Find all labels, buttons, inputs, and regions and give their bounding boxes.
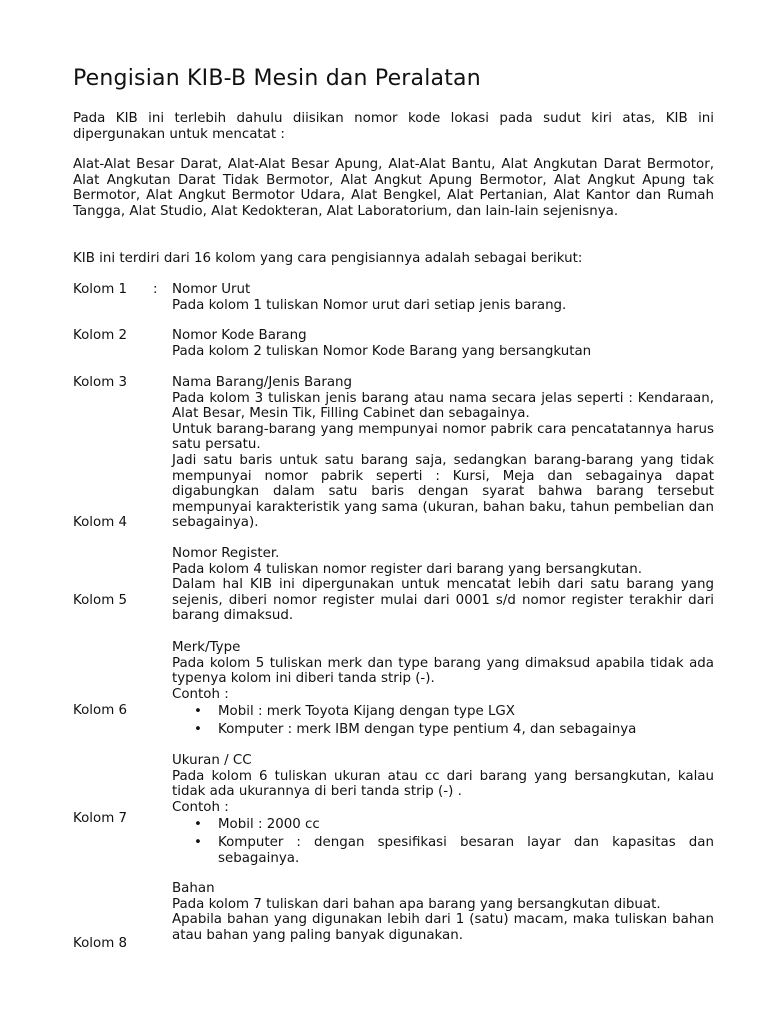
kolom-6-heading: Ukuran / CC [172, 753, 252, 768]
list-item-text: Komputer : dengan spesifikasi besaran layar dan kapasitas dan sebagainya. [218, 834, 714, 866]
bullet-icon: • [194, 834, 202, 850]
kolom-6-example-list [172, 817, 714, 866]
kolom-1-text: Pada kolom 1 tuliskan Nomor urut dari setiap jenis barang. [172, 297, 567, 313]
list-item [172, 817, 714, 833]
kolom-4-entry [172, 546, 714, 624]
list-item [172, 704, 714, 720]
kolom-label-7: Kolom 7 [73, 811, 128, 826]
bullet-icon: • [194, 817, 202, 833]
kolom-3-entry [172, 375, 714, 531]
kolom-6-text: Pada kolom 6 tuliskan ukuran atau cc dari barang yang bersangkutan, kalau tidak ada ukurannya di beri tanda strip (-) . [172, 768, 714, 800]
list-item-text: Komputer : merk IBM dengan type pentium 4, dan sebagainya [218, 721, 637, 737]
kolom-label-1: Kolom 1 [73, 282, 128, 297]
kolom-5-entry [172, 640, 714, 740]
kolom-5-text: Pada kolom 5 tuliskan merk dan type barang yang dimaksud apabila tidak ada typenya kolom ini diberi tanda strip (-). [172, 655, 714, 687]
list-item-text: Mobil : merk Toyota Kijang dengan type LGX [218, 704, 515, 720]
list-item [172, 835, 714, 866]
kolom-6-contoh: Contoh : [172, 799, 229, 815]
kolom-3-text-3: Jadi satu baris untuk satu barang saja, sedangkan barang-barang yang tidak mempunyai nomor pabrik seperti : Kursi, Meja dan sebagainya dapat digabungkan dalam satu baris dengan syarat bahwa barang tersebut mempunyai karakteristik yang sama (ukuran, bahan baku, tahun pembelian dan sebagainya). [172, 452, 714, 531]
list-item-text: Mobil : 2000 cc [218, 817, 320, 833]
kolom-3-heading: Nama Barang/Jenis Barang [172, 375, 353, 390]
list-item [172, 722, 714, 738]
kolom-5-example-list [172, 704, 714, 737]
bullet-icon: • [194, 721, 202, 737]
kolom-label-5: Kolom 5 [73, 593, 128, 608]
kolom-label-3: Kolom 3 [73, 375, 128, 390]
kolom-2-text: Pada kolom 2 tuliskan Nomor Kode Barang yang bersangkutan [172, 343, 592, 359]
kolom-3-text-2: Untuk barang-barang yang mempunyai nomor pabrik cara pencatatannya harus satu persatu. [172, 421, 714, 453]
kolom-4-text-1: Pada kolom 4 tuliskan nomor register dari barang yang bersangkutan. [172, 561, 642, 577]
kolom-label-8: Kolom 8 [73, 936, 128, 951]
kolom-7-text-2: Apabila bahan yang digunakan lebih dari 1 (satu) macam, maka tuliskan bahan atau bahan yang paling banyak digunakan. [172, 912, 714, 943]
intro-paragraph-2: Alat-Alat Besar Darat, Alat-Alat Besar Apung, Alat-Alat Bantu, Alat Angkutan Darat Bermotor, Alat Angkutan Darat Tidak Bermotor, Alat Angkut Apung Bermotor, Alat Angkut Apung tak Bermotor, Alat Angkut Bermotor Udara, Alat Bengkel, Alat Pertanian, Alat Kantor dan Rumah Tangga, Alat Studio, Alat Kedokteran, Alat Laboratorium, dan lain-lain sejenisnya. [73, 157, 714, 219]
kolom-2-heading: Nomor Kode Barang [172, 328, 307, 343]
kolom-4-text-2: Dalam hal KIB ini dipergunakan untuk mencatat lebih dari satu barang yang sejenis, diberi nomor register mulai dari 0001 s/d nomor register terakhir dari barang dimaksud. [172, 577, 714, 624]
kolom-7-heading: Bahan [172, 881, 215, 896]
kolom-4-heading: Nomor Register. [172, 546, 280, 561]
intro-paragraph-1: Pada KIB ini terlebih dahulu diisikan nomor kode lokasi pada sudut kiri atas, KIB ini dipergunakan untuk mencatat : [73, 111, 714, 142]
kolom-label-4: Kolom 4 [73, 515, 128, 530]
kolom-colon: : [153, 282, 158, 297]
kolom-3-text-1: Pada kolom 3 tuliskan jenis barang atau nama secara jelas seperti : Kendaraan, Alat Besar, Mesin Tik, Filling Cabinet dan sebagainya. [172, 390, 714, 422]
bullet-icon: • [194, 704, 202, 720]
kolom-2-entry [172, 328, 714, 359]
kolom-6-entry [172, 753, 714, 868]
page-title: Pengisian KIB-B Mesin dan Peralatan [73, 66, 481, 91]
kolom-7-entry [172, 881, 714, 943]
kolom-1-entry [172, 282, 714, 313]
kolom-7-text-1: Pada kolom 7 tuliskan dari bahan apa barang yang bersangkutan dibuat. [172, 896, 661, 912]
kolom-label-6: Kolom 6 [73, 703, 128, 718]
intro-paragraph-3: KIB ini terdiri dari 16 kolom yang cara pengisiannya adalah sebagai berikut: [73, 251, 583, 266]
kolom-1-heading: Nomor Urut [172, 282, 251, 297]
kolom-5-contoh: Contoh : [172, 686, 229, 702]
kolom-label-2: Kolom 2 [73, 328, 128, 343]
kolom-5-heading: Merk/Type [172, 640, 241, 655]
